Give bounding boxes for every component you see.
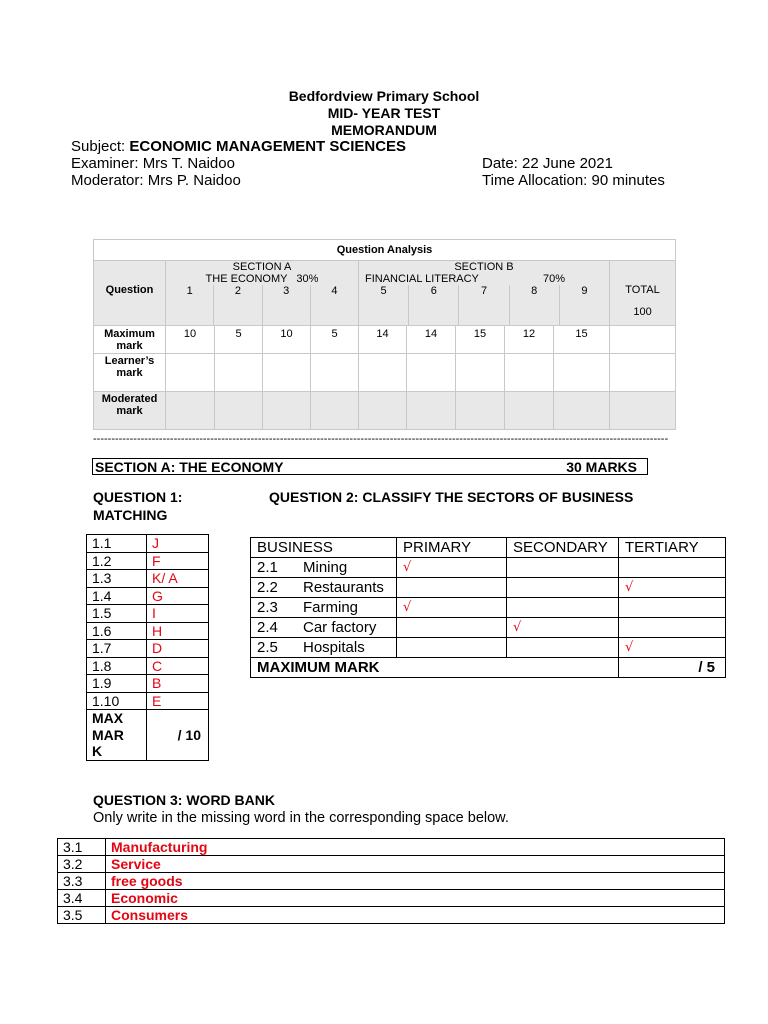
q2-business-name: Farming bbox=[303, 599, 359, 616]
test-date: Date: 22 June 2021 bbox=[482, 155, 613, 172]
q2-header-business: BUSINESS bbox=[251, 538, 397, 558]
moderated-mark-cell bbox=[505, 392, 554, 430]
q2-question-number: 2.3 bbox=[257, 599, 278, 616]
question-number: 7 bbox=[458, 285, 508, 325]
time-allocation: Time Allocation: 90 minutes bbox=[482, 172, 665, 189]
moderated-mark-cell bbox=[554, 392, 610, 430]
moderated-mark-cell bbox=[407, 392, 456, 430]
q2-question-number: 2.1 bbox=[257, 559, 278, 576]
question-label: Question bbox=[94, 261, 166, 326]
school-name: Bedfordview Primary School bbox=[288, 88, 480, 104]
total-label: TOTAL bbox=[625, 284, 660, 296]
q3-heading: QUESTION 3: WORD BANK bbox=[93, 792, 275, 808]
max-mark-value: 12 bbox=[505, 326, 554, 354]
max-mark-value: 14 bbox=[359, 326, 407, 354]
max-mark-value: 15 bbox=[456, 326, 505, 354]
q2-question-number: 2.4 bbox=[257, 619, 278, 636]
q1-answer-table bbox=[86, 534, 209, 761]
moderated-mark-cell bbox=[215, 392, 263, 430]
q1-row bbox=[87, 675, 209, 693]
q1-question-number: 1.6 bbox=[87, 622, 147, 640]
q2-header-primary: PRIMARY bbox=[397, 538, 507, 558]
section-b-header: SECTION B bbox=[454, 261, 514, 273]
q2-business-cell bbox=[251, 618, 397, 638]
q2-business-name: Restaurants bbox=[303, 579, 384, 596]
q1-answer: H bbox=[147, 622, 209, 640]
q1-answer: G bbox=[147, 587, 209, 605]
question-number: 2 bbox=[213, 285, 261, 325]
q2-business-name: Car factory bbox=[303, 619, 377, 636]
q1-answer: J bbox=[147, 535, 209, 553]
max-mark-value: 14 bbox=[407, 326, 456, 354]
q3-word-bank-table bbox=[57, 838, 725, 924]
q2-sectors-table bbox=[250, 537, 726, 678]
q2-tertiary-tick bbox=[619, 558, 726, 578]
q3-answer: Consumers bbox=[106, 907, 725, 924]
q1-answer: B bbox=[147, 675, 209, 693]
q3-answer: Economic bbox=[106, 890, 725, 907]
divider-line: ------------------------------------------------------------------------------------------------------------------------------------------------------------- bbox=[93, 433, 669, 445]
q2-secondary-tick bbox=[507, 598, 619, 618]
q3-row bbox=[58, 856, 725, 873]
subject-label: Subject: bbox=[71, 138, 130, 155]
q2-primary-tick bbox=[397, 638, 507, 658]
learner-mark-cell bbox=[359, 354, 407, 392]
max-mark-value: 10 bbox=[263, 326, 311, 354]
q1-question-number: 1.5 bbox=[87, 605, 147, 623]
question-number: 9 bbox=[559, 285, 609, 325]
q2-tertiary-tick: √ bbox=[619, 578, 726, 598]
q3-row bbox=[58, 839, 725, 856]
q2-business-cell bbox=[251, 598, 397, 618]
q3-question-number: 3.2 bbox=[58, 856, 106, 873]
moderated-mark-cell bbox=[311, 392, 359, 430]
q3-row bbox=[58, 873, 725, 890]
learner-mark-cell bbox=[505, 354, 554, 392]
moderated-mark-cell bbox=[263, 392, 311, 430]
examiner: Examiner: Mrs T. Naidoo bbox=[71, 155, 235, 172]
section-a-title: SECTION A: THE ECONOMY bbox=[95, 459, 284, 475]
q1-row bbox=[87, 640, 209, 658]
subject-value: ECONOMIC MANAGEMENT SCIENCES bbox=[129, 138, 407, 155]
max-mark-total bbox=[610, 326, 676, 354]
q1-question-number: 1.1 bbox=[87, 535, 147, 553]
question-analysis-table bbox=[93, 239, 676, 430]
q1-row bbox=[87, 570, 209, 588]
q2-question-number: 2.2 bbox=[257, 579, 278, 596]
q2-header-secondary: SECONDARY bbox=[507, 538, 619, 558]
q3-row bbox=[58, 907, 725, 924]
q1-max-row bbox=[87, 710, 209, 761]
q2-business-name: Mining bbox=[303, 559, 348, 576]
q3-row bbox=[58, 890, 725, 907]
q1-row bbox=[87, 692, 209, 710]
max-mark-value: 10 bbox=[166, 326, 215, 354]
q1-question-number: 1.3 bbox=[87, 570, 147, 588]
q2-row bbox=[251, 598, 726, 618]
q1-answer: K/ A bbox=[147, 570, 209, 588]
q1-heading-line2: MATCHING bbox=[93, 507, 168, 523]
section-b-subheader: FINANCIAL LITERACY bbox=[365, 273, 479, 285]
question-number: 5 bbox=[380, 285, 387, 297]
question-number: 3 bbox=[262, 285, 310, 325]
learner-mark-cell bbox=[456, 354, 505, 392]
section-a-header: SECTION A bbox=[232, 261, 292, 273]
q2-tertiary-tick: √ bbox=[619, 638, 726, 658]
q3-answer: Service bbox=[106, 856, 725, 873]
q2-tertiary-tick bbox=[619, 618, 726, 638]
max-mark-value: 15 bbox=[554, 326, 610, 354]
q2-business-cell bbox=[251, 638, 397, 658]
q1-answer: D bbox=[147, 640, 209, 658]
q3-question-number: 3.4 bbox=[58, 890, 106, 907]
max-mark-value: 5 bbox=[215, 326, 263, 354]
q2-header-tertiary: TERTIARY bbox=[619, 538, 726, 558]
q1-question-number: 1.7 bbox=[87, 640, 147, 658]
q1-heading-line1: QUESTION 1: bbox=[93, 489, 183, 505]
learner-mark-label: Learner’s mark bbox=[94, 354, 166, 392]
q2-business-name: Hospitals bbox=[303, 639, 365, 656]
q1-row bbox=[87, 552, 209, 570]
section-a-subheader: THE ECONOMY 30% bbox=[205, 273, 319, 285]
q1-max-value: / 10 bbox=[147, 710, 209, 761]
q1-question-number: 1.4 bbox=[87, 587, 147, 605]
learner-mark-cell bbox=[166, 354, 215, 392]
question-number: 4 bbox=[310, 285, 358, 325]
q2-max-label: MAXIMUM MARK bbox=[251, 658, 619, 678]
learner-mark-cell bbox=[554, 354, 610, 392]
section-a-marks: 30 MARKS bbox=[566, 459, 637, 475]
q2-row bbox=[251, 618, 726, 638]
q2-row bbox=[251, 578, 726, 598]
question-number: 6 bbox=[408, 285, 458, 325]
q1-row bbox=[87, 622, 209, 640]
q2-secondary-tick: √ bbox=[507, 618, 619, 638]
learner-mark-cell bbox=[610, 354, 676, 392]
q1-row bbox=[87, 535, 209, 553]
q1-answer: E bbox=[147, 692, 209, 710]
question-number: 8 bbox=[509, 285, 559, 325]
max-mark-label: Maximum mark bbox=[94, 326, 166, 354]
q2-business-cell bbox=[251, 578, 397, 598]
q1-row bbox=[87, 605, 209, 623]
total-cell bbox=[610, 261, 676, 326]
moderator: Moderator: Mrs P. Naidoo bbox=[71, 172, 241, 189]
q1-question-number: 1.10 bbox=[87, 692, 147, 710]
q2-primary-tick: √ bbox=[397, 558, 507, 578]
q1-question-number: 1.9 bbox=[87, 675, 147, 693]
q1-row bbox=[87, 587, 209, 605]
max-mark-value: 5 bbox=[311, 326, 359, 354]
q2-business-cell bbox=[251, 558, 397, 578]
q2-tertiary-tick bbox=[619, 598, 726, 618]
q2-secondary-tick bbox=[507, 558, 619, 578]
q1-max-label: MAX MAR K bbox=[87, 710, 147, 761]
q2-max-value: / 5 bbox=[619, 658, 726, 678]
q3-question-number: 3.5 bbox=[58, 907, 106, 924]
q2-header-row bbox=[251, 538, 726, 558]
learner-mark-cell bbox=[407, 354, 456, 392]
moderated-mark-cell bbox=[456, 392, 505, 430]
moderated-mark-cell bbox=[359, 392, 407, 430]
section-a-group bbox=[166, 261, 359, 326]
q2-row bbox=[251, 638, 726, 658]
q1-question-number: 1.2 bbox=[87, 552, 147, 570]
test-title: MID- YEAR TEST bbox=[327, 105, 441, 121]
section-a-heading bbox=[92, 458, 648, 475]
section-b-group bbox=[359, 261, 610, 326]
q2-primary-tick: √ bbox=[397, 598, 507, 618]
learner-mark-cell bbox=[263, 354, 311, 392]
section-b-percent: 70% bbox=[542, 273, 565, 285]
total-value: 100 bbox=[633, 306, 652, 318]
q3-answer: Manufacturing bbox=[106, 839, 725, 856]
moderated-mark-cell bbox=[166, 392, 215, 430]
q1-question-number: 1.8 bbox=[87, 657, 147, 675]
q3-question-number: 3.3 bbox=[58, 873, 106, 890]
q3-answer: free goods bbox=[106, 873, 725, 890]
q1-answer: I bbox=[147, 605, 209, 623]
learner-mark-cell bbox=[311, 354, 359, 392]
q2-max-row bbox=[251, 658, 726, 678]
q2-secondary-tick bbox=[507, 638, 619, 658]
q2-primary-tick bbox=[397, 578, 507, 598]
subject-line bbox=[71, 138, 406, 155]
q3-instruction: Only write in the missing word in the corresponding space below. bbox=[93, 810, 509, 826]
q1-row bbox=[87, 657, 209, 675]
q3-question-number: 3.1 bbox=[58, 839, 106, 856]
q1-answer: F bbox=[147, 552, 209, 570]
analysis-title: Question Analysis bbox=[94, 240, 676, 261]
document-type: MEMORANDUM bbox=[331, 122, 437, 138]
question-number: 1 bbox=[186, 285, 193, 297]
q2-secondary-tick bbox=[507, 578, 619, 598]
moderated-mark-cell bbox=[610, 392, 676, 430]
q2-primary-tick bbox=[397, 618, 507, 638]
q1-answer: C bbox=[147, 657, 209, 675]
moderated-mark-label: Moderated mark bbox=[94, 392, 166, 430]
q2-question-number: 2.5 bbox=[257, 639, 278, 656]
q2-heading: QUESTION 2: CLASSIFY THE SECTORS OF BUSINESS bbox=[269, 489, 634, 505]
q2-row bbox=[251, 558, 726, 578]
learner-mark-cell bbox=[215, 354, 263, 392]
